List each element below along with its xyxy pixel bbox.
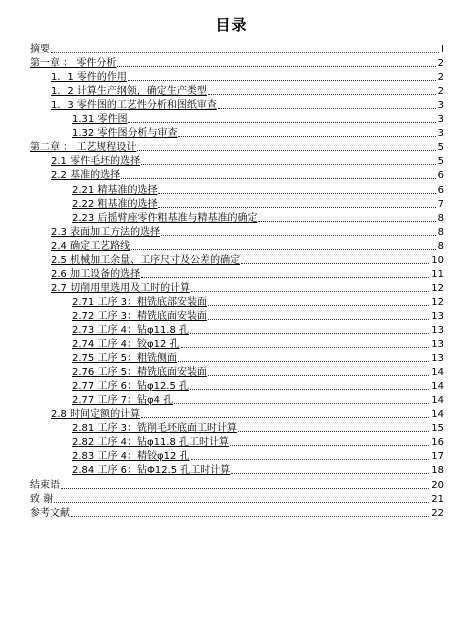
toc-dot-leader: [128, 122, 435, 123]
toc-dot-leader: [181, 347, 430, 348]
toc-entry-label: 2.2 基准的选择: [51, 170, 121, 182]
toc-entry-label: 2.6 加工设备的选择: [51, 268, 141, 280]
toc-entry-page: 3: [437, 114, 444, 126]
toc-entry[interactable]: [30, 364, 444, 378]
toc-entry[interactable]: [30, 294, 444, 308]
toc-entry[interactable]: [30, 125, 444, 139]
toc-entry-page: 14: [431, 409, 444, 421]
toc-dot-leader: [141, 277, 429, 278]
toc-entry-label: 摘要: [30, 44, 50, 56]
toc-entry-page: 13: [431, 324, 444, 336]
toc-entry-page: 12: [431, 282, 444, 294]
toc-entry-page: 5: [437, 142, 444, 154]
toc-entry-label: 参考文献: [30, 507, 70, 519]
toc-entry-label: 2.84 工序 6：钻Φ12.5 孔工时计算: [72, 465, 231, 477]
toc-dot-leader: [208, 375, 429, 376]
toc-entry[interactable]: [30, 308, 444, 322]
toc-entry-page: 14: [431, 395, 444, 407]
toc-entry[interactable]: [30, 167, 444, 181]
toc-dot-leader: [54, 502, 429, 503]
toc-entry-page: 3: [437, 128, 444, 140]
toc-entry-label: 1．3 零件图的工艺性分析和图纸审查: [51, 100, 217, 112]
toc-entry-label: 2.5 机械加工余量、工序尺寸及公差的确定: [51, 254, 241, 266]
toc-entry-page: 22: [431, 507, 444, 519]
toc-entry-page: 13: [431, 353, 444, 365]
toc-entry-page: 13: [431, 310, 444, 322]
toc-dot-leader: [231, 473, 429, 474]
toc-entry-label: 致 谢: [30, 493, 54, 505]
toc-entry[interactable]: [30, 491, 444, 505]
toc-dot-leader: [178, 361, 429, 362]
toc-entry[interactable]: [30, 336, 444, 350]
toc-dot-leader: [174, 403, 429, 404]
toc-entry[interactable]: [30, 69, 444, 83]
toc-entry-label: 结束语: [30, 479, 60, 491]
toc-dot-leader: [238, 431, 429, 432]
toc-entry[interactable]: [30, 224, 444, 238]
toc-entry-label: 1．1 零件的作用: [51, 72, 127, 84]
toc-dot-leader: [128, 80, 436, 81]
toc-entry-page: 12: [431, 296, 444, 308]
toc-entry-page: 13: [431, 339, 444, 351]
toc-entry[interactable]: [30, 420, 444, 434]
toc-entry-page: 17: [431, 451, 444, 463]
toc-dot-leader: [178, 136, 435, 137]
toc-entry-page: 10: [431, 254, 444, 266]
toc-entry[interactable]: [30, 392, 444, 406]
toc-entry[interactable]: [30, 406, 444, 420]
toc-entry-page: 15: [431, 423, 444, 435]
toc-entry-page: 16: [431, 437, 444, 449]
toc-entry-page: 6: [437, 184, 444, 196]
toc-entry[interactable]: [30, 448, 444, 462]
toc-dot-leader: [208, 94, 436, 95]
toc-entry-page: 2: [437, 72, 444, 84]
toc-entry[interactable]: [30, 196, 444, 210]
toc-entry-label: 2.75 工序 5：粗铣侧面: [72, 353, 177, 365]
toc-entry-label: 2.77 工序 7：钻φ4 孔: [72, 395, 174, 407]
toc-entry-label: 2.1 零件毛坯的选择: [51, 156, 141, 168]
toc-entry-page: 6: [437, 170, 444, 182]
toc-entry-label: 2.4 确定工艺路线: [51, 240, 131, 252]
table-of-contents: [30, 41, 444, 519]
toc-entry-label: 2.74 工序 4：铰φ12 孔: [72, 339, 180, 351]
toc-entry[interactable]: [30, 210, 444, 224]
toc-dot-leader: [208, 319, 429, 320]
toc-dot-leader: [190, 333, 429, 334]
toc-entry[interactable]: [30, 378, 444, 392]
toc-dot-leader: [51, 52, 439, 53]
toc-entry-label: 2.23 后摇臂座零件粗基准与精基准的确定: [72, 212, 258, 224]
toc-entry[interactable]: [30, 97, 444, 111]
toc-entry[interactable]: [30, 111, 444, 125]
toc-entry-label: 2.83 工序 4：精铰φ12 孔: [72, 451, 190, 463]
toc-entry-label: 2.7 切削用里选用及工时的计算: [51, 282, 191, 294]
toc-entry-page: 18: [431, 465, 444, 477]
toc-dot-leader: [141, 164, 436, 165]
toc-entry[interactable]: [30, 181, 444, 195]
toc-entry-label: 第二章 ： 工艺规程设计: [30, 142, 137, 154]
toc-entry-label: 2.8 时间定额的计算: [51, 409, 141, 421]
toc-entry-label: 2.71 工序 3：粗铣底部安装面: [72, 296, 207, 308]
toc-dot-leader: [161, 235, 436, 236]
toc-dot-leader: [71, 516, 429, 517]
toc-dot-leader: [158, 207, 435, 208]
toc-entry[interactable]: [30, 462, 444, 476]
toc-title: 目录: [215, 16, 248, 34]
toc-dot-leader: [241, 263, 429, 264]
toc-entry[interactable]: [30, 83, 444, 97]
toc-entry-label: 2.81 工序 3：铣削毛坯底面工时计算: [72, 423, 237, 435]
toc-entry[interactable]: [30, 350, 444, 364]
toc-entry-label: 2.77 工序 6：钻φ12.5 孔: [72, 381, 190, 393]
toc-entry-page: 14: [431, 381, 444, 393]
toc-dot-leader: [191, 459, 430, 460]
toc-entry-page: 8: [437, 240, 444, 252]
toc-entry-page: 3: [437, 100, 444, 112]
toc-entry-page: 11: [431, 268, 444, 280]
toc-entry[interactable]: [30, 41, 444, 55]
toc-entry[interactable]: [30, 153, 444, 167]
toc-dot-leader: [190, 389, 429, 390]
toc-dot-leader: [121, 178, 436, 179]
toc-entry[interactable]: [30, 280, 444, 294]
toc-entry[interactable]: [30, 476, 444, 490]
toc-entry-label: 1．2 计算生产纲领，确定生产类型: [51, 86, 207, 98]
toc-entry-page: 8: [437, 212, 444, 224]
toc-dot-leader: [141, 417, 429, 418]
toc-entry-label: 2.73 工序 4：钻φ11.8 孔: [72, 324, 190, 336]
toc-dot-leader: [137, 150, 435, 151]
toc-dot-leader: [208, 305, 429, 306]
toc-entry-label: 2.76 工序 5：精铣底面安装面: [72, 367, 207, 379]
toc-entry-page: 21: [431, 493, 444, 505]
toc-entry-label: 2.3 表面加工方法的选择: [51, 226, 161, 238]
toc-entry-label: 第一章 ： 零件分析: [30, 58, 117, 70]
toc-entry[interactable]: [30, 139, 444, 153]
toc-entry[interactable]: [30, 252, 444, 266]
toc-entry-label: 2.21 精基准的选择: [72, 184, 158, 196]
toc-entry-page: 7: [437, 198, 444, 210]
toc-dot-leader: [191, 291, 429, 292]
toc-entry[interactable]: [30, 505, 444, 519]
toc-entry[interactable]: [30, 266, 444, 280]
toc-dot-leader: [218, 108, 436, 109]
toc-entry-label: 2.82 工序 4：钻φ11.8 孔工时计算: [72, 437, 230, 449]
toc-entry-page: I: [441, 44, 444, 56]
toc-entry[interactable]: [30, 322, 444, 336]
toc-entry[interactable]: [30, 238, 444, 252]
toc-dot-leader: [230, 445, 429, 446]
toc-entry[interactable]: [30, 434, 444, 448]
toc-entry-label: 1.31 零件图: [72, 114, 128, 126]
toc-entry-page: 20: [431, 479, 444, 491]
toc-dot-leader: [117, 66, 435, 67]
toc-dot-leader: [61, 488, 429, 489]
toc-dot-leader: [158, 193, 435, 194]
toc-entry-page: 5: [437, 156, 444, 168]
toc-entry-page: 2: [437, 86, 444, 98]
toc-entry-label: 2.72 工序 3：精铣底面安装面: [72, 310, 207, 322]
toc-dot-leader: [131, 249, 436, 250]
toc-entry[interactable]: [30, 55, 444, 69]
toc-dot-leader: [258, 221, 435, 222]
toc-entry-page: 14: [431, 367, 444, 379]
toc-entry-label: 2.22 粗基准的选择: [72, 198, 158, 210]
toc-entry-label: 1.32 零件图分析与审查: [72, 128, 178, 140]
toc-entry-page: 8: [437, 226, 444, 238]
toc-entry-page: 2: [437, 58, 444, 70]
